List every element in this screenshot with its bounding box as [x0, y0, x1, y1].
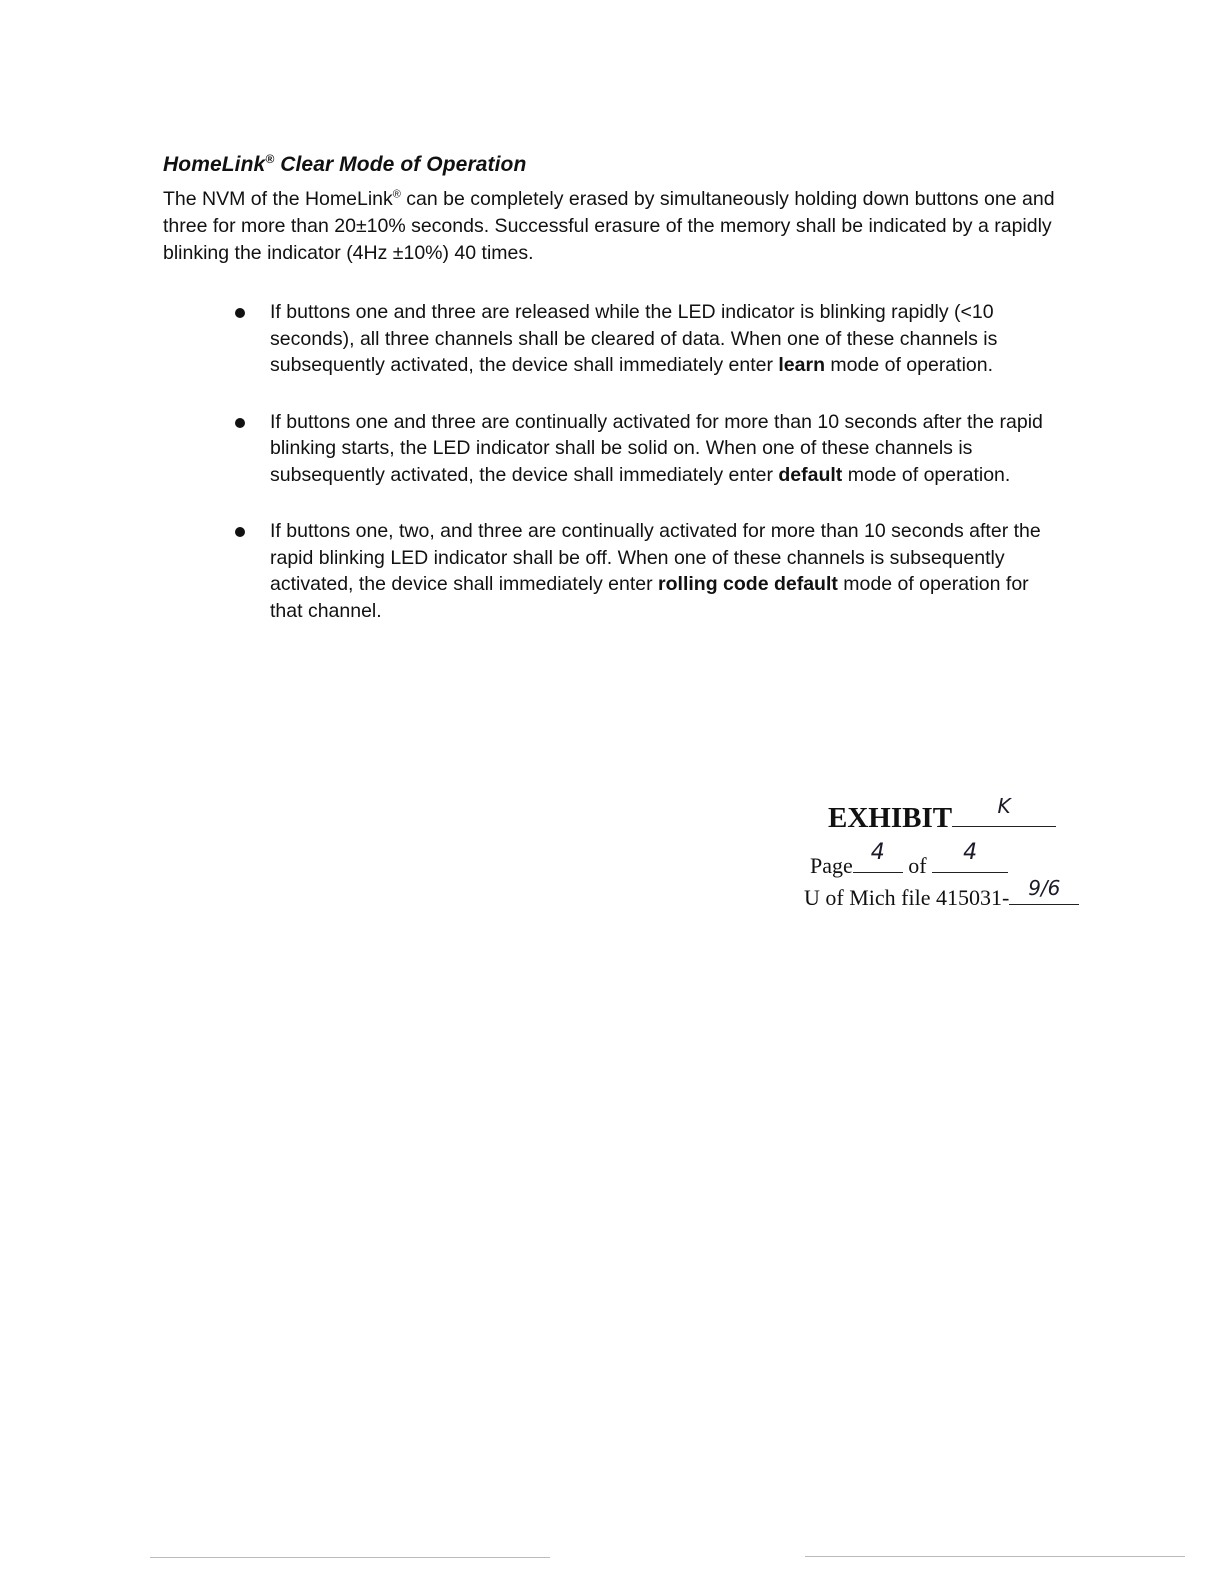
exhibit-letter: K	[997, 794, 1011, 818]
bullet-text: If buttons one and three are released while the LED indicator is blinking rapidly (<10 seconds), all three channels shall be cleared of data. When one of these channels is subsequently activated, the device shall immediately enter	[270, 301, 998, 376]
exhibit-page-line	[810, 840, 1008, 879]
page-total: 4	[963, 840, 978, 865]
page-total-blank	[932, 840, 1008, 873]
bullet-text: If buttons one and three are continually activated for more than 10 seconds after the rapid blinking starts, the LED indicator shall be solid on. When one of these channels is subsequently activated, the device shall immediately enter	[270, 410, 1043, 486]
file-label: U of Mich file 415031-	[804, 885, 1010, 910]
exhibit-file-line	[804, 876, 1079, 911]
intro-paragraph	[163, 186, 1063, 267]
bullet-icon	[235, 527, 245, 537]
bullet-text: mode of operation.	[824, 354, 994, 376]
file-suffix-blank	[1009, 876, 1079, 905]
bullet-list	[232, 299, 1052, 654]
file-suffix: 9/6	[1028, 876, 1061, 900]
exhibit-label-line	[828, 794, 1056, 835]
bullet-text: mode of operation for that channel.	[270, 573, 1029, 622]
bullet-item	[232, 518, 1052, 624]
bullet-bold-term: learn	[778, 354, 825, 376]
page-label: Page	[810, 853, 853, 878]
bullet-item	[232, 409, 1052, 489]
intro-part1: The NVM of the HomeLink	[163, 188, 393, 210]
scan-artifact-line	[150, 1557, 550, 1558]
of-label: of	[908, 853, 927, 878]
registered-mark: ®	[265, 152, 275, 166]
bullet-text: mode of operation.	[842, 463, 1011, 486]
exhibit-letter-blank	[952, 794, 1056, 827]
bullet-bold-term: default	[778, 463, 843, 486]
scan-artifact-line	[805, 1556, 1185, 1557]
heading-rest: Clear Mode of Operation	[274, 153, 527, 176]
page-number-blank	[853, 840, 903, 873]
bullet-icon	[235, 308, 245, 318]
page-number: 4	[870, 840, 885, 865]
heading-brand: HomeLink	[163, 153, 266, 176]
bullet-bold-term: rolling code default	[658, 573, 838, 595]
bullet-text: If buttons one, two, and three are continually activated for more than 10 seconds after the rapid blinking LED indicator shall be off. When one of these channels is subsequently activated, the device shall immediately enter	[270, 520, 1041, 595]
bullet-icon	[235, 418, 245, 428]
section-heading	[163, 152, 526, 177]
intro-part2: can be completely erased by simultaneously holding down buttons one and three for more than 20±10% seconds. Successful erasure of the memory shall be indicated by a rapidly blinking the indicator (4Hz ±10%) 40 times.	[163, 188, 1055, 264]
registered-mark: ®	[392, 188, 401, 201]
bullet-item	[232, 299, 1052, 379]
exhibit-label: EXHIBIT	[828, 802, 953, 834]
